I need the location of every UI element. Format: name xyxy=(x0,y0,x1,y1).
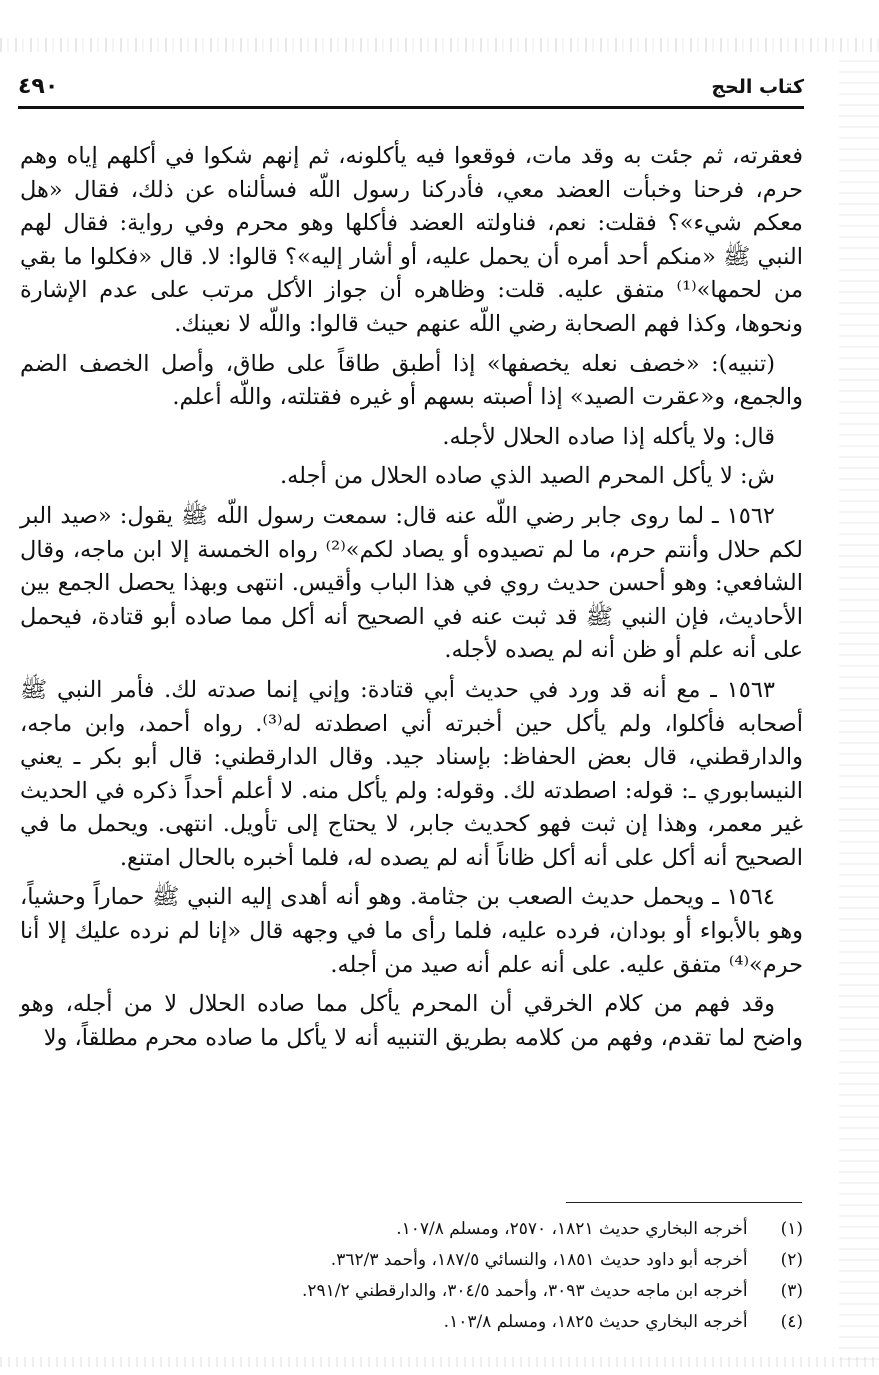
paragraph: فعقرته، ثم جئت به وقد مات، فوقعوا فيه يأكلونه، ثم إنهم شكوا في أكلهم إياه وهم حرم، فرحنا وخبأت العضد معي، فأدركنا رسول اللّه فسألناه عن ذلك، فقال «هل معكم شيء»؟ فقلت: نعم، فناولته العضد فأكلها وهو محرم وفي رواية: فقال لهم النبي ﷺ «منكم أحد أمره أن يحمل عليه، أو أشار إليه»؟ قالوا: لا. قال «فكلوا ما بقي من لحمها»⁽¹⁾ متفق عليه. قلت: وظاهره أن جواز الأكل مرتب على عدم الإشارة ونحوها، وكذا فهم الصحابة رضي اللّه عنهم حيث قالوا: واللّه لا نعينك. xyxy=(20,143,803,337)
paragraph: (تنبيه): «خصف نعله يخصفها» إذا أطبق طاقاً على طاق، وأصل الخصف الضم والجمع، و«عقرت الصيد» إذا أصبته بسهم أو غيره فقتلته، واللّه أعلم. xyxy=(20,350,803,411)
footnote-text: أخرجه البخاري حديث ١٨٢١، ٢٥٧٠، ومسلم ١٠٧/٨. xyxy=(396,1219,748,1239)
paragraph: ش: لا يأكل المحرم الصيد الذي صاده الحلال من أجله. xyxy=(279,463,775,490)
footnote xyxy=(140,1276,803,1307)
footnote xyxy=(140,1214,803,1245)
footnote-text: أخرجه ابن ماجه حديث ٣٠٩٣، وأحمد ٣٠٤/٥، والدارقطني ٢٩١/٢. xyxy=(301,1281,748,1301)
paragraph: وقد فهم من كلام الخرقي أن المحرم يأكل مما صاده الحلال لا من أجله، وهو واضح لما تقدم، وفهم من كلامه بطريق التنبيه أنه لا يأكل ما صاده محرم مطلقاً، ولا xyxy=(20,991,803,1051)
book-title: كتاب الحج xyxy=(711,76,804,98)
page-header xyxy=(18,70,804,108)
scan-noise-bottom xyxy=(0,1357,879,1367)
scan-noise-top xyxy=(0,38,879,52)
footnote-number: (٢) xyxy=(780,1250,803,1270)
footnotes xyxy=(140,1214,803,1338)
main-text xyxy=(20,140,803,1061)
footnote xyxy=(140,1307,803,1338)
footnote-number: (٤) xyxy=(780,1312,803,1332)
footnote-number: (٣) xyxy=(780,1281,803,1301)
footnote-rule xyxy=(566,1202,802,1203)
header-rule xyxy=(18,106,804,109)
paragraph: ١٥٦٣ ـ مع أنه قد ورد في حديث أبي قتادة: وإني إنما صدته لك. فأمر النبي ﷺ أصحابه فأكلوا، ولم يأكل حين أخبرته أني اصطدته له⁽³⁾. رواه أحمد، وابن ماجه، والدارقطني، قال بعض الحفاظ: بإسناد جيد. وقال الدارقطني: قال أبو بكر ـ يعني النيسابوري ـ: قوله: اصطدته لك. وقوله: ولم يأكل منه. لا أعلم أحداً ذكره في الحديث غير معمر، وهذا إن ثبت فهو كحديث جابر، لا يحتاج إلى تأويل. انتهى. ويحمل ما في الصحيح أنه أكل على أنه أكل ظاناً أنه لم يصده له، فلما أخبره بالحال امتنع. xyxy=(20,676,803,871)
footnote-text: أخرجه البخاري حديث ١٨٢٥، ومسلم ١٠٣/٨. xyxy=(443,1312,748,1332)
paragraph: قال: ولا يأكله إذا صاده الحلال لأجله. xyxy=(442,423,775,450)
paragraph: ١٥٦٤ ـ ويحمل حديث الصعب بن جثامة. وهو أنه أهدى إليه النبي ﷺ حماراً وحشياً، وهو بالأبواء أو بودان، فرده عليه، فلما رأى ما في وجهه قال «إنا لم نرده عليك إلا أنا حرم»⁽⁴⁾ متفق عليه. على أنه علم أنه صيد من أجله. xyxy=(20,884,803,978)
paragraph: ١٥٦٢ ـ لما روى جابر رضي اللّه عنه قال: سمعت رسول اللّه ﷺ يقول: «صيد البر لكم حلال وأنتم حرم، ما لم تصيدوه أو يصاد لكم»⁽²⁾ رواه الخمسة إلا ابن ماجه، وقال الشافعي: وهو أحسن حديث روي في هذا الباب وأقيس. انتهى وبهذا يحصل الجمع بين الأحاديث، فإن النبي ﷺ قد ثبت عنه في الصحيح أنه أكل مما صاده أبو قتادة، فيحمل على أنه علم أو ظن أنه لم يصده لأجله. xyxy=(20,502,803,664)
footnote xyxy=(140,1245,803,1276)
footnote-number: (١) xyxy=(780,1219,803,1239)
footnote-text: أخرجه أبو داود حديث ١٨٥١، والنسائي ١٨٧/٥، وأحمد ٣٦٢/٣. xyxy=(330,1250,748,1270)
scan-noise-right xyxy=(839,60,879,1360)
page-number: ٤٩٠ xyxy=(18,74,59,99)
